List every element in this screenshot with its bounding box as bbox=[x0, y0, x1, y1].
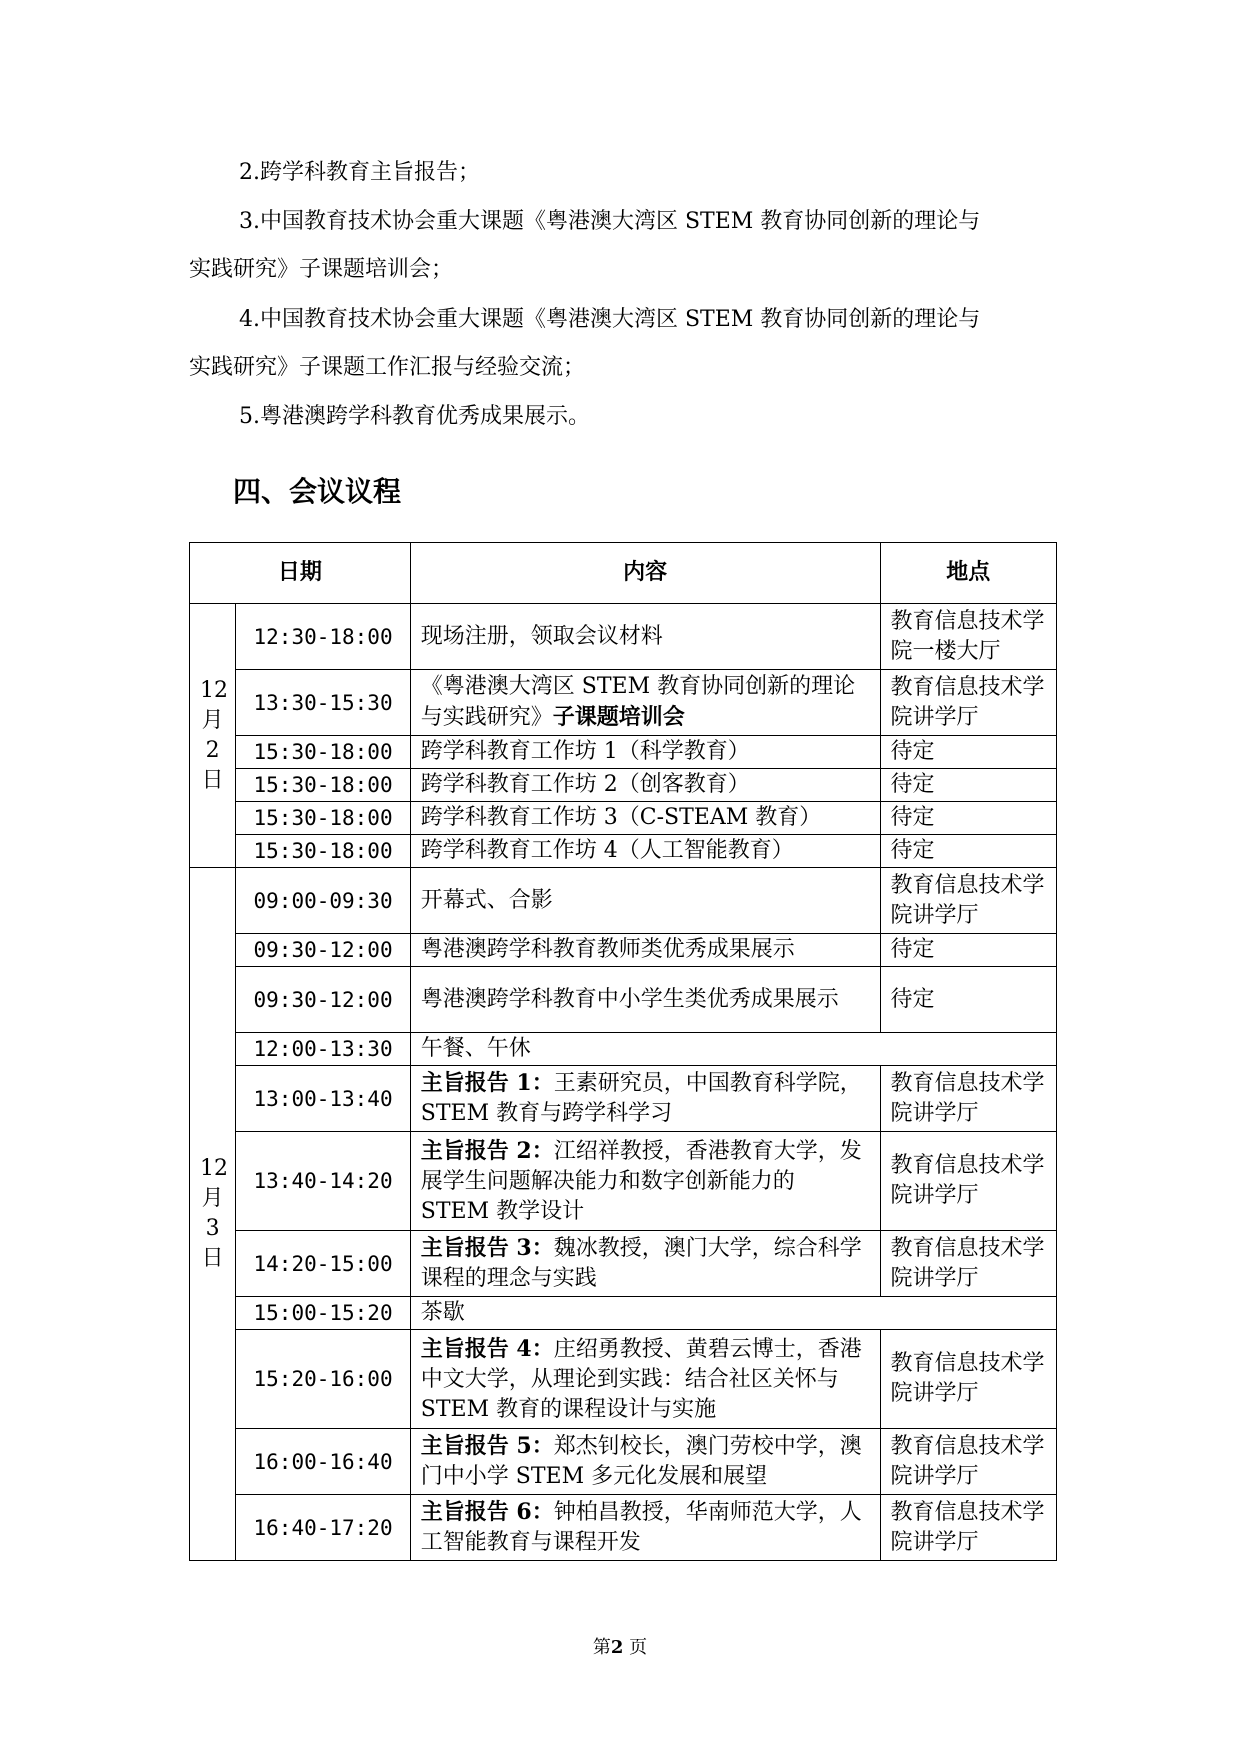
table-row bbox=[190, 1132, 1057, 1231]
header-date: 日期 bbox=[190, 543, 411, 604]
table-row bbox=[190, 934, 1057, 967]
content-cell: 粤港澳跨学科教育中小学生类优秀成果展示 bbox=[410, 967, 880, 1033]
content-cell bbox=[410, 1330, 880, 1429]
table-row bbox=[190, 1297, 1057, 1330]
content-text: 江绍祥教授，香港教育大学，发展学生问题解决能力和数字创新能力的 STEM 教学设计 bbox=[420, 1138, 862, 1224]
content-text: 庄绍勇教授、黄碧云博士，香港中文大学，从理论到实践：结合社区关怀与 STEM 教育的课程设计与实施 bbox=[420, 1336, 862, 1422]
location-cell: 教育信息技术学院讲学厅 bbox=[880, 670, 1056, 736]
header-content: 内容 bbox=[410, 543, 880, 604]
paragraph-item-3 bbox=[239, 207, 980, 237]
time-cell: 15:20-16:00 bbox=[236, 1330, 410, 1429]
content-cell bbox=[410, 1231, 880, 1297]
paragraph-line: 实践研究》子课题培训会； bbox=[189, 257, 454, 282]
paragraph-item-4-cont bbox=[189, 353, 585, 383]
table-row bbox=[190, 604, 1057, 670]
paragraph-item-3-cont bbox=[189, 255, 453, 285]
paragraph-line: 2.跨学科教育主旨报告； bbox=[239, 160, 480, 185]
paragraph-line: 4.中国教育技术协会重大课题《粤港澳大湾区 STEM 教育协同创新的理论与 bbox=[239, 307, 981, 332]
keynote-label: 主旨报告 5： bbox=[420, 1433, 554, 1459]
location-cell: 教育信息技术学院一楼大厅 bbox=[880, 604, 1056, 670]
keynote-label: 主旨报告 4： bbox=[420, 1335, 554, 1362]
content-text: 《粤港澳大湾区 STEM 教育协同创新的理论与实践研究》 bbox=[420, 674, 856, 730]
table-row bbox=[190, 670, 1057, 736]
content-cell: 茶歇 bbox=[410, 1297, 1056, 1330]
content-cell bbox=[410, 1429, 880, 1495]
day-label-part: 2 bbox=[205, 737, 220, 763]
content-text: 魏冰教授，澳门大学，综合科学课程的理念与实践 bbox=[420, 1236, 862, 1291]
paragraph-line: 3.中国教育技术协会重大课题《粤港澳大湾区 STEM 教育协同创新的理论与 bbox=[239, 209, 981, 234]
footer-prefix: 第 bbox=[592, 1637, 611, 1658]
header-location: 地点 bbox=[880, 543, 1056, 604]
content-cell bbox=[410, 670, 880, 736]
day-label-part: 月 bbox=[201, 707, 224, 733]
paragraph-line: 5.粤港澳跨学科教育优秀成果展示。 bbox=[239, 404, 590, 429]
table-row bbox=[190, 1330, 1057, 1429]
content-text: 钟柏昌教授，华南师范大学，人工智能教育与课程开发 bbox=[420, 1500, 862, 1555]
keynote-label: 主旨报告 1： bbox=[420, 1070, 554, 1096]
day-label-part: 12 bbox=[200, 1156, 228, 1181]
content-cell: 粤港澳跨学科教育教师类优秀成果展示 bbox=[410, 934, 880, 967]
location-cell: 教育信息技术学院讲学厅 bbox=[880, 1429, 1056, 1495]
day-label-dec-2 bbox=[190, 604, 236, 868]
footer-suffix: 页 bbox=[629, 1637, 648, 1658]
paragraph-item-2 bbox=[239, 158, 480, 188]
location-cell: 教育信息技术学院讲学厅 bbox=[880, 1330, 1056, 1429]
content-cell: 跨学科教育工作坊 3（C-STEAM 教育） bbox=[410, 802, 880, 835]
day-label-part: 12 bbox=[200, 677, 228, 703]
keynote-label: 主旨报告 3： bbox=[420, 1235, 554, 1261]
day-label-dec-3 bbox=[190, 868, 236, 1561]
section-title: 四、会议议程 bbox=[233, 475, 402, 508]
day-label-part: 3 bbox=[205, 1216, 220, 1241]
time-cell: 09:30-12:00 bbox=[236, 934, 410, 967]
time-cell: 15:30-18:00 bbox=[236, 802, 410, 835]
time-cell: 15:00-15:20 bbox=[236, 1297, 410, 1330]
location-cell: 教育信息技术学院讲学厅 bbox=[880, 1495, 1056, 1561]
time-cell: 16:00-16:40 bbox=[236, 1429, 410, 1495]
time-cell: 13:40-14:20 bbox=[236, 1132, 410, 1231]
time-cell: 12:00-13:30 bbox=[236, 1033, 410, 1066]
content-cell bbox=[410, 1495, 880, 1561]
location-cell: 待定 bbox=[880, 967, 1056, 1033]
day-label-part: 月 bbox=[201, 1186, 224, 1211]
time-cell: 15:30-18:00 bbox=[236, 769, 410, 802]
content-bold-text: 子课题培训会 bbox=[552, 704, 685, 730]
location-cell: 教育信息技术学院讲学厅 bbox=[880, 1132, 1056, 1231]
content-cell: 现场注册，领取会议材料 bbox=[410, 604, 880, 670]
content-cell: 跨学科教育工作坊 2（创客教育） bbox=[410, 769, 880, 802]
time-cell: 15:30-18:00 bbox=[236, 835, 410, 868]
paragraph-item-5 bbox=[239, 402, 590, 432]
location-cell: 待定 bbox=[880, 769, 1056, 802]
location-cell: 待定 bbox=[880, 934, 1056, 967]
location-cell: 待定 bbox=[880, 802, 1056, 835]
table-row bbox=[190, 1066, 1057, 1132]
location-cell: 教育信息技术学院讲学厅 bbox=[880, 868, 1056, 934]
content-cell: 跨学科教育工作坊 4（人工智能教育） bbox=[410, 835, 880, 868]
content-text: 郑杰钊校长，澳门劳校中学，澳门中小学 STEM 多元化发展和展望 bbox=[420, 1434, 862, 1489]
table-row bbox=[190, 835, 1057, 868]
time-cell: 12:30-18:00 bbox=[236, 604, 410, 670]
table-row bbox=[190, 1429, 1057, 1495]
page-footer bbox=[0, 1633, 1240, 1659]
paragraph-line: 实践研究》子课题工作汇报与经验交流； bbox=[189, 355, 586, 380]
time-cell: 16:40-17:20 bbox=[236, 1495, 410, 1561]
keynote-label: 主旨报告 6： bbox=[420, 1499, 554, 1525]
day-label-part: 日 bbox=[201, 767, 224, 793]
table-row bbox=[190, 802, 1057, 835]
time-cell: 09:30-12:00 bbox=[236, 967, 410, 1033]
location-cell: 教育信息技术学院讲学厅 bbox=[880, 1066, 1056, 1132]
location-cell: 待定 bbox=[880, 835, 1056, 868]
table-row bbox=[190, 1231, 1057, 1297]
content-text: 王素研究员，中国教育科学院，STEM 教育与跨学科学习 bbox=[420, 1071, 862, 1126]
keynote-label: 主旨报告 2： bbox=[420, 1137, 554, 1164]
content-cell: 午餐、午休 bbox=[410, 1033, 1056, 1066]
time-cell: 09:00-09:30 bbox=[236, 868, 410, 934]
location-cell: 教育信息技术学院讲学厅 bbox=[880, 1231, 1056, 1297]
table-row bbox=[190, 868, 1057, 934]
time-cell: 13:00-13:40 bbox=[236, 1066, 410, 1132]
location-cell: 待定 bbox=[880, 736, 1056, 769]
day-label-part: 日 bbox=[201, 1246, 224, 1271]
content-cell: 开幕式、合影 bbox=[410, 868, 880, 934]
table-row bbox=[190, 736, 1057, 769]
table-row bbox=[190, 967, 1057, 1033]
page-number: 2 bbox=[610, 1637, 624, 1658]
table-row bbox=[190, 1033, 1057, 1066]
table-row bbox=[190, 1495, 1057, 1561]
content-cell bbox=[410, 1132, 880, 1231]
time-cell: 13:30-15:30 bbox=[236, 670, 410, 736]
content-cell: 跨学科教育工作坊 1（科学教育） bbox=[410, 736, 880, 769]
paragraph-item-4 bbox=[239, 305, 980, 335]
content-cell bbox=[410, 1066, 880, 1132]
time-cell: 15:30-18:00 bbox=[236, 736, 410, 769]
time-cell: 14:20-15:00 bbox=[236, 1231, 410, 1297]
agenda-table bbox=[189, 542, 1057, 1561]
table-header-row bbox=[190, 543, 1057, 604]
table-row bbox=[190, 769, 1057, 802]
